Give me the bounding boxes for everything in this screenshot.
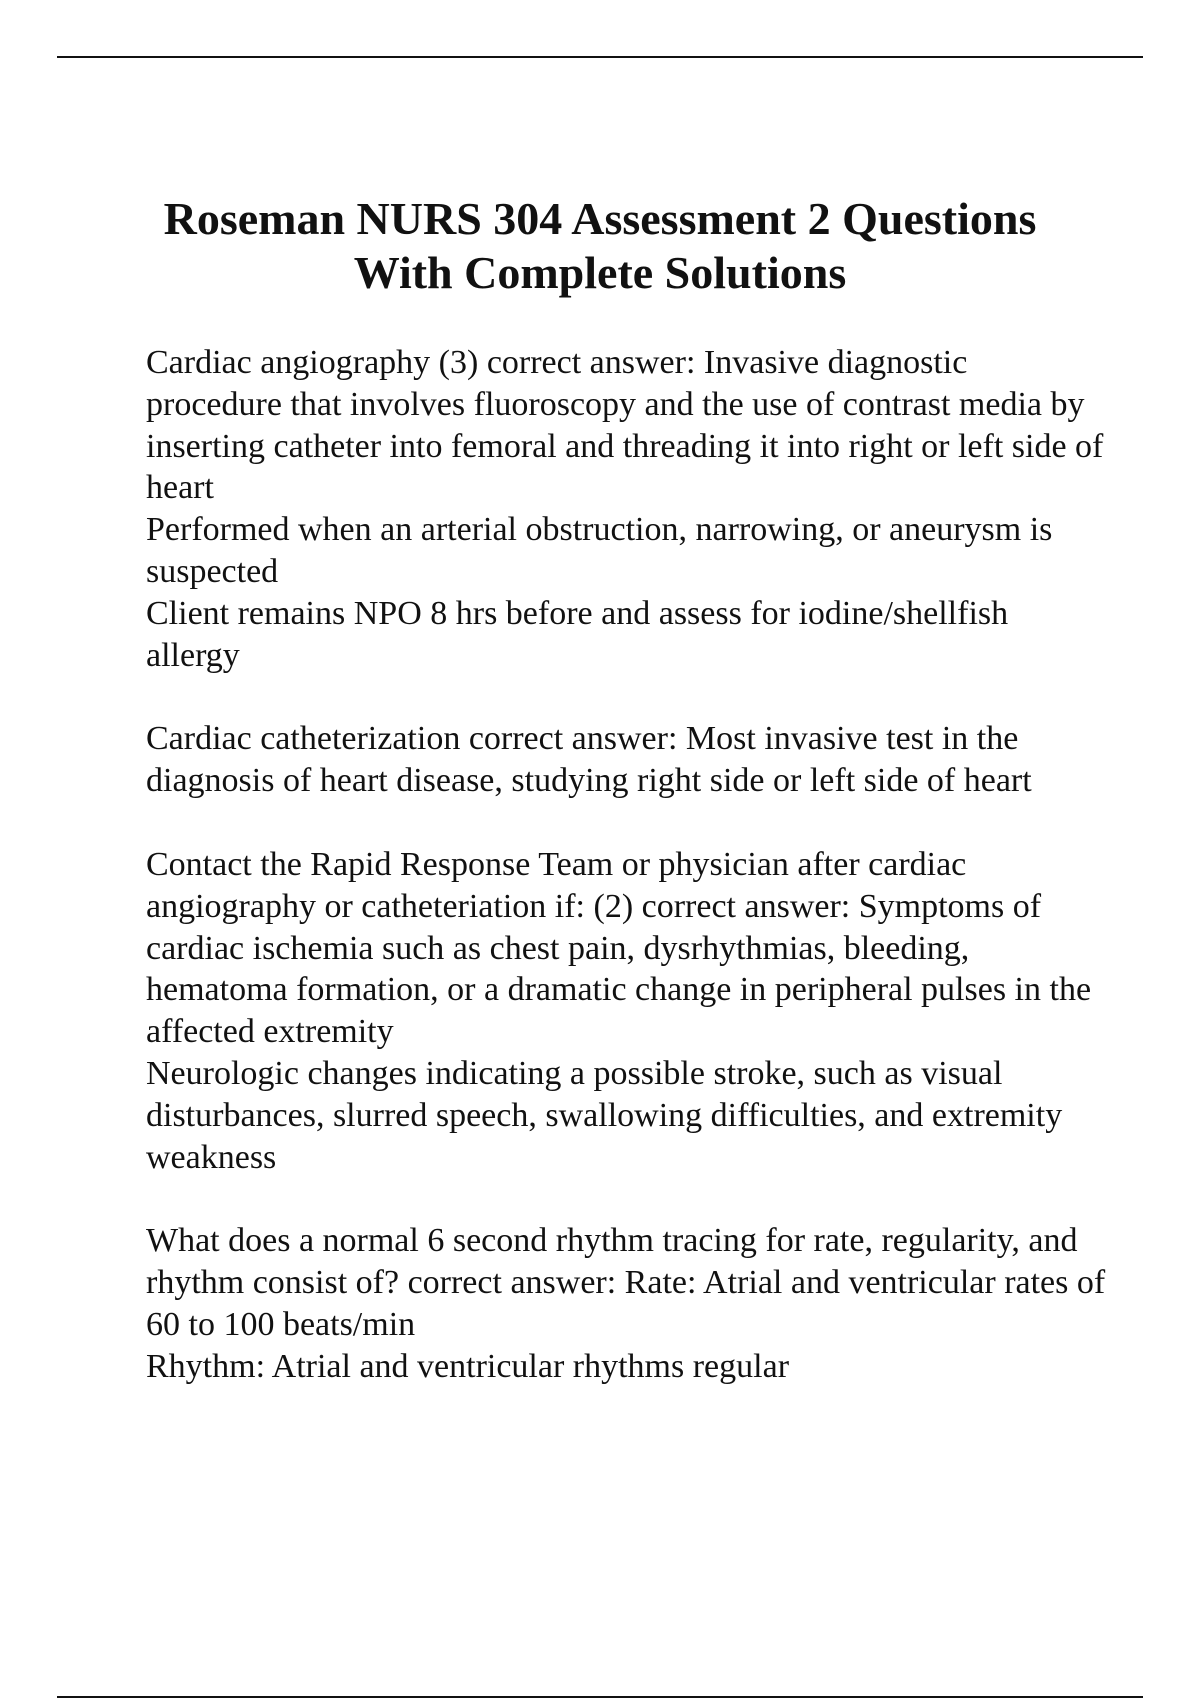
bottom-rule [57, 1696, 1143, 1698]
document-title [57, 192, 1143, 300]
top-rule [57, 56, 1143, 58]
document-body [146, 342, 1106, 1430]
qa-entry-rapid-response [146, 844, 1106, 1178]
paragraph: Rhythm: Atrial and ventricular rhythms regular [146, 1347, 790, 1385]
qa-entry-rhythm-tracing [146, 1220, 1106, 1387]
title-line-2: With Complete Solutions [353, 247, 847, 298]
paragraph: Performed when an arterial obstruction, narrowing, or aneurysm is suspected [146, 511, 1053, 590]
paragraph: Neurologic changes indicating a possible stroke, such as visual disturbances, slurred speech, swallowing difficulties, and extremity weakness [146, 1054, 1063, 1176]
paragraph: Client remains NPO 8 hrs before and assess for iodine/shellfish allergy [146, 594, 1009, 674]
paragraph: Cardiac catheterization correct answer: Most invasive test in the diagnosis of heart disease, studying right side or left side of heart [146, 720, 1032, 800]
title-line-1: Roseman NURS 304 Assessment 2 Questions [163, 193, 1037, 244]
qa-entry-cardiac-catheterization [146, 718, 1106, 802]
paragraph: Cardiac angiography (3) correct answer: Invasive diagnostic procedure that involves fluoroscopy and the use of contrast media by inserting catheter into femoral and threading it into right or left side of heart [146, 344, 1104, 507]
paragraph: Contact the Rapid Response Team or physician after cardiac angiography or catheteriation if: (2) correct answer: Symptoms of cardiac ischemia such as chest pain, dysrhythmias, bleeding, hematoma formation, or a dramatic change in peripheral pulses in the affected extremity [146, 845, 1092, 1051]
paragraph: What does a normal 6 second rhythm tracing for rate, regularity, and rhythm consist of? correct answer: Rate: Atrial and ventricular rates of 60 to 100 beats/min [146, 1222, 1106, 1343]
qa-entry-cardiac-angiography [146, 342, 1106, 676]
